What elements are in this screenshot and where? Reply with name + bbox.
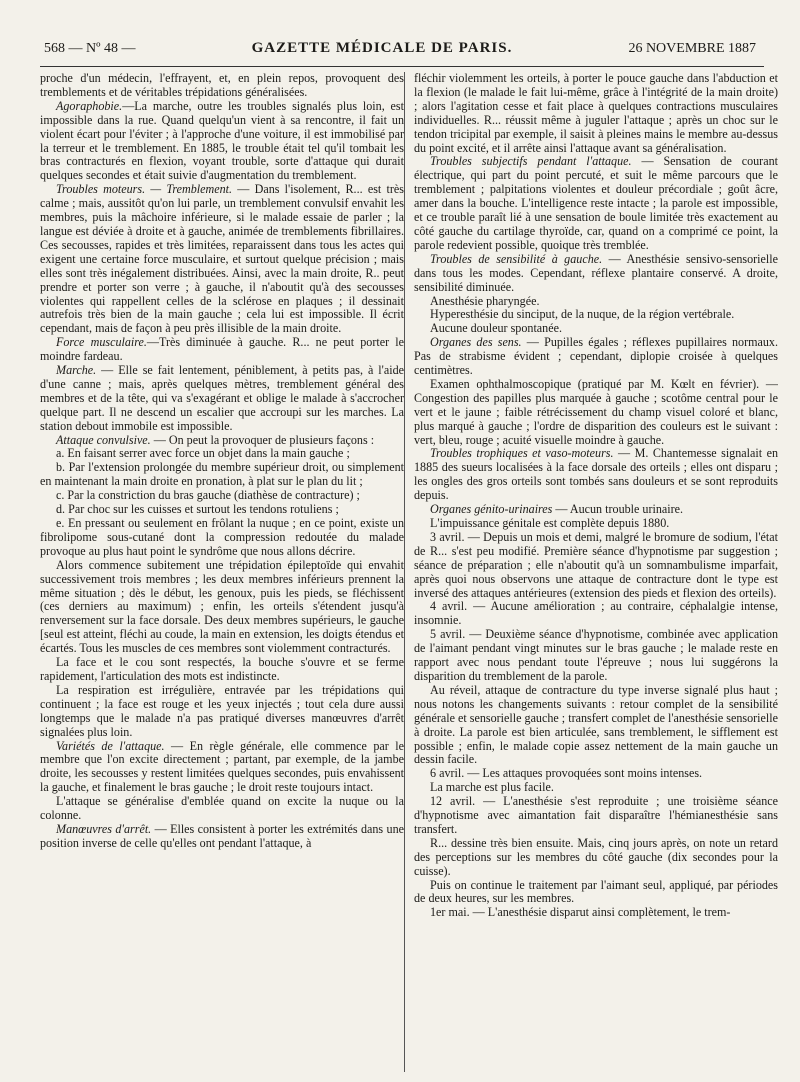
paragraph-text: — En règle générale, elle commence par le membre que l'on excite directement ; partant, par exemple, de la jambe droite, les secousses y restent limitées quelques secondes, puis envahissent la gauche, et finalement le bras gauche ; le droit reste toujours intact. <box>40 738 404 795</box>
paragraph <box>40 434 404 448</box>
header-rule <box>40 66 764 67</box>
issue-date: 26 NOVEMBRE 1887 <box>628 41 756 56</box>
paragraph-heading: Organes génito-urinaires <box>430 502 553 517</box>
paragraph-text: —Très diminuée à gauche. R... ne peut porter le moindre fardeau. <box>40 335 404 364</box>
paragraph-text: 3 avril. — Depuis un mois et demi, malgré le bromure de sodium, l'état de R... s'est peu modifié. Première séance d'hypnotisme par suggestion ; séance de préparation ; elle n'aboutit qu'à un somnambulisme imparfait, après quoi nous observons une attaque de contracture dont le type est inversé des attaques antérieures (extension des pieds et flexion des orteils). <box>414 529 778 600</box>
paragraph-text: d. Par choc sur les cuisses et surtout les tendons rotuliens ; <box>56 502 339 517</box>
paragraph-text: fléchir violemment les orteils, à porter le pouce gauche dans l'abduction et la flexion (le malade le fait lui-même, grâce à l'intégrité de la main droite) ; alors l'agitation cesse et fait place à quelques contractions musculaires individuelles. R... réussit même à juguler l'attaque ; après un choc sur le tendon tricipital par exemple, il saisit à pleines mains le membre au-dessus du point excité, et il arrête ainsi l'attaque avant sa généralisation. <box>414 72 778 155</box>
paragraph <box>414 531 778 601</box>
paragraph <box>414 906 778 920</box>
paragraph-text: 12 avril. — L'anesthésie s'est reproduite ; une troisième séance d'hypnotisme avec aimantation fait disparaître l'hémianesthésie sans transfert. <box>414 794 778 836</box>
paragraph-text: La marche est plus facile. <box>430 780 554 795</box>
paragraph-heading: Force musculaire. <box>56 335 147 350</box>
paragraph-text: — On peut la provoquer de plusieurs façons : <box>150 432 375 447</box>
page-number-and-issue <box>44 41 135 57</box>
paragraph-heading: Variétés de l'attaque. <box>56 738 165 753</box>
paragraph <box>40 823 404 851</box>
paragraph <box>40 447 404 461</box>
paragraph-text: — Sensation de courant électrique, qui part du point percuté, et suit le même parcours que le tremblement ; palpitations violentes et douleur précordiale ; goût âcre, amer dans la bouche. L'intelligence reste intacte ; la parole est impossible, et ce trouble paraît lié à une sensation de boule limitée très exactement au côté gauche du cartilage thyroïde, car, quand on a comprimé ce point, la parole redevient possible, quoique très tremblée. <box>414 154 778 252</box>
paragraph <box>40 72 404 100</box>
paragraph <box>414 795 778 837</box>
paragraph-heading: Attaque convulsive. <box>56 432 151 447</box>
paragraph <box>414 628 778 684</box>
column-divider <box>404 72 405 1072</box>
paragraph-text: b. Par l'extension prolongée du membre supérieur droit, ou simplement en maintenant la main droite en pronation, à plat sur le plan du lit ; <box>40 460 404 489</box>
paragraph-heading: Troubles subjectifs pendant l'attaque. <box>430 154 632 169</box>
paragraph-text: Puis on continue le traitement par l'aimant seul, appliqué, par périodes de deux heures, sur les membres. <box>414 877 778 906</box>
paragraph-text: La respiration est irrégulière, entravée par les trépidations qui continuent ; la face est rouge et les yeux injectés ; tout cela dure aussi longtemps que le malade n'a pas pratiqué diverses manœuvres d'arrêt signalées plus loin. <box>40 682 404 739</box>
paragraph <box>414 503 778 517</box>
paragraph <box>414 155 778 252</box>
paragraph-text: — Pupilles égales ; réflexes pupillaires normaux. Pas de strabisme évident ; cependant, diplopie croisée à quelques centimètres. <box>414 335 778 378</box>
paragraph <box>40 656 404 684</box>
page-header <box>44 40 756 62</box>
paragraph <box>40 489 404 503</box>
paragraph-heading: Agoraphobie. <box>56 98 123 113</box>
paragraph <box>414 308 778 322</box>
paragraph <box>414 684 778 767</box>
paragraph <box>414 781 778 795</box>
paragraph <box>40 100 404 183</box>
right-column <box>414 72 778 1072</box>
paragraph-heading: Manœuvres d'arrêt. <box>56 821 152 836</box>
paragraph <box>40 517 404 559</box>
paragraph <box>414 336 778 378</box>
paragraph-heading: Troubles de sensibilité à gauche. <box>430 251 603 266</box>
paragraph-text: Au réveil, attaque de contracture du type inverse signalé plus haut ; nous notons les changements suivants : retour complet de la sensibilité générale et sensorielle gauche ; transfert complet de l'anesthésie sensorielle à droite. La parole est bien articulée, sans tremblement, le sifflement est possible ; enfin, le malade copie assez nettement de la main gauche un dessin facile. <box>414 682 778 767</box>
paragraph-text: 4 avril. — Aucune amélioration ; au contraire, céphalalgie intense, insomnie. <box>414 599 778 628</box>
paragraph <box>414 322 778 336</box>
paragraph-text: R... dessine très bien ensuite. Mais, cinq jours après, on note un retard des perceptions sur les membres du côté gauche (dix secondes pour la cuisse). <box>414 835 778 878</box>
paragraph-text: Hyperesthésie du sinciput, de la nuque, de la région vertébrale. <box>430 307 735 322</box>
paragraph <box>414 767 778 781</box>
paragraph-text: —La marche, outre les troubles signalés plus loin, est impossible dans la rue. Quand quelqu'un vient à sa rencontre, il fait un violent écart pour l'éviter ; à l'approche d'une voiture, il est immobilisé par la terreur et le tremblement. En 1885, le trouble était tel qu'il tombait les bras contracturés en flexion, voyant trouble, sorte d'attaque qui durait quelques secondes et était suivie d'augmentation du tremblement. <box>40 98 404 183</box>
paragraph-text: 1er mai. — L'anesthésie disparut ainsi complètement, le trem- <box>430 905 731 920</box>
paragraph-text: e. En pressant ou seulement en frôlant la nuque ; en ce point, existe un fibrolipome sous-cutané dont la compression redoutée du malade provoque au plus haut point le syndrôme que nous allons décrire. <box>40 516 404 558</box>
paragraph-text: Alors commence subitement une trépidation épileptoïde qui envahit successivement trois membres ; les deux membres inférieurs prennent la même situation ; dès le début, les genoux, puis les pieds, se fléchissent (ces derniers au maximum) ; enfin, les orteils s'étendent jusqu'à renversement sur la face dorsale. Des deux membres supérieurs, le gauche [seul est atteint, fléchi au coude, la main en extension, les doigts étendus et écartés. Tous les muscles de ces membres sont violemment contracturés. <box>40 557 404 656</box>
paragraph-text: proche d'un médecin, l'effrayent, et, en plein repos, provoquent des tremblements et de véritables trépidations généralisées. <box>40 72 404 99</box>
paragraph <box>40 364 404 434</box>
paragraph <box>40 795 404 823</box>
paragraph-heading: Troubles trophiques et vaso-moteurs. <box>430 446 614 461</box>
paragraph-heading: Marche. <box>56 363 97 378</box>
paragraph-text: — Anesthésie sensivo-sensorielle dans tous les modes. Cependant, réflexe plantaire conservé. A droite, sensibilité diminuée. <box>414 251 778 294</box>
paragraph-heading: Troubles moteurs. — Tremblement. <box>56 182 233 197</box>
paragraph <box>414 600 778 628</box>
left-column <box>40 72 404 1072</box>
paragraph <box>414 72 778 155</box>
paragraph-text: — Dans l'isolement, R... est très calme ; mais, aussitôt qu'on lui parle, un tremblement convulsif envahit les membres, puis la mâchoire inférieure, si le malade essaie de parler ; la langue est déviée à droite et à gauche, animée de tremblements fibrillaires. Ces secousses, rapides et très limitées, reparaissent dans tous les actes qui exigent une certaine force musculaire, et surtout quelque précision ; mais elles sont très inégalement distribuées. Ainsi, avec la main droite, R.. peut prendre et porter son verre ; à gauche, il n'aboutit qu'à des secousses violentes qui rappellent celles de la sclérose en plaques ; il dessinait autrefois très bien de la main gauche ; cela lui est impossible. Il écrit cependant, mais de façon à peu près illisible de la main droite. <box>40 182 404 336</box>
paragraph <box>414 253 778 295</box>
page-number: 568 <box>44 41 65 56</box>
paragraph-text: — Elle se fait lentement, péniblement, à petits pas, à l'aide d'une canne ; mais, après quelques mètres, tremblement général des membres et de la tête, qui va s'exagérant et oblige le malade à s'accrocher quelque part. Il ne descend un escalier que accroupi sur les marches. La station debout immobile est impossible. <box>40 363 404 433</box>
paragraph <box>40 503 404 517</box>
paragraph-text: Aucune douleur spontanée. <box>430 321 562 336</box>
paragraph <box>414 447 778 503</box>
paragraph-heading: Organes des sens. <box>430 335 522 350</box>
paragraph <box>40 684 404 740</box>
journal-title: GAZETTE MÉDICALE DE PARIS. <box>251 40 513 56</box>
paragraph <box>414 378 778 448</box>
paragraph-text: c. Par la constriction du bras gauche (diathèse de contracture) ; <box>56 488 360 503</box>
paragraph <box>40 461 404 489</box>
paragraph-text: La face et le cou sont respectés, la bouche s'ouvre et se ferme rapidement, l'articulation des mots est indistincte. <box>40 655 404 683</box>
paragraph <box>40 740 404 796</box>
paragraph-text: L'attaque se généralise d'emblée quand on excite la nuque ou la colonne. <box>40 794 404 823</box>
paragraph-text: — Elles consistent à porter les extrémités dans une position inverse de celle qu'elles ont pendant l'attaque, à <box>40 821 404 850</box>
paragraph <box>414 879 778 907</box>
paragraph-text: 6 avril. — Les attaques provoquées sont moins intenses. <box>430 766 703 781</box>
paragraph-text: — Aucun trouble urinaire. <box>552 502 684 517</box>
paragraph <box>414 295 778 309</box>
paragraph-text: Anesthésie pharyngée. <box>430 293 540 308</box>
paragraph <box>414 517 778 531</box>
issue-number: — Nº 48 — <box>68 41 136 56</box>
paragraph <box>40 559 404 656</box>
paragraph <box>40 183 404 336</box>
paragraph-text: Examen ophthalmoscopique (pratiqué par M. Kœlt en février). — Congestion des papilles plus marquée à gauche ; scotôme central pour le vert et le jaune ; faible rétrécissement du champ visuel coloré et blanc, plus marqué à gauche ; l'ordre de disparition des couleurs est le suivant : vert, bleu, rouge ; acuité visuelle moindre à gauche. <box>414 376 778 447</box>
paragraph-text: L'impuissance génitale est complète depuis 1880. <box>430 516 670 530</box>
paragraph-text: a. En faisant serrer avec force un objet dans la main gauche ; <box>56 446 350 461</box>
paragraph <box>414 837 778 879</box>
paragraph-text: — M. Chantemesse signalait en 1885 des sueurs localisées à la face dorsale des orteils ; elles ont disparu ; les ongles des gros orteils sont tombés sans douleurs et se sont reproduits depuis. <box>414 446 778 503</box>
paragraph <box>40 336 404 364</box>
paragraph-text: 5 avril. — Deuxième séance d'hypnotisme, combinée avec application de l'aimant pendant vingt minutes sur le bras gauche ; le malade reste en rapport avec nous pendant toute l'épreuve ; nous lui suggérons la disparition du tremblement de la parole. <box>414 627 778 683</box>
